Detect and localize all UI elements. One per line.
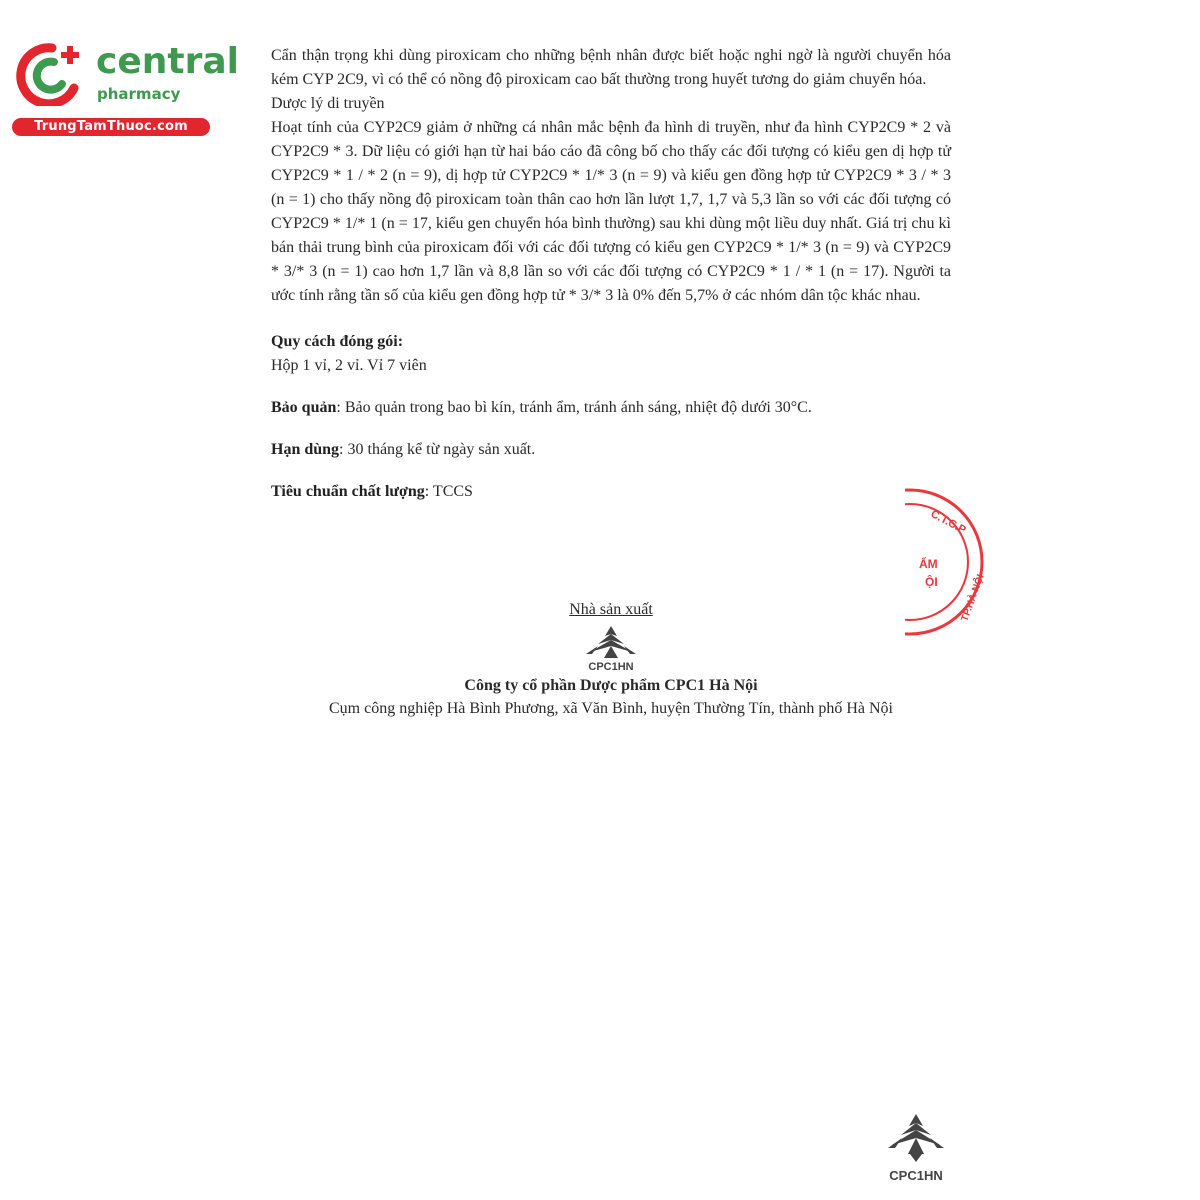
stamp-text-top: C.T.C.P bbox=[928, 508, 968, 537]
stamp-seal-icon bbox=[905, 482, 990, 642]
company-stamp bbox=[905, 482, 990, 642]
storage-line bbox=[271, 396, 951, 420]
standard-label: Tiêu chuẩn chất lượng bbox=[271, 483, 425, 500]
company-address: Cụm công nghiệp Hà Bình Phương, xã Văn Bình, huyện Thường Tín, thành phố Hà Nội bbox=[328, 700, 893, 717]
cpc1hn-logo-text: CPC1HN bbox=[588, 661, 634, 672]
storage-label: Bảo quản bbox=[271, 399, 337, 416]
standard-value: : TCCS bbox=[424, 483, 473, 500]
packaging-value: Hộp 1 vỉ, 2 vỉ. Vỉ 7 viên bbox=[271, 357, 427, 374]
packaging-heading bbox=[271, 330, 951, 354]
document-body bbox=[271, 44, 951, 504]
stamp-text-mid1: ẨM bbox=[919, 557, 938, 571]
central-logo-mark-icon bbox=[12, 40, 90, 106]
expiry-value: : 30 tháng kể từ ngày sản xuất. bbox=[339, 441, 536, 458]
central-pharmacy-logo bbox=[10, 38, 239, 138]
manufacturer-block bbox=[271, 598, 951, 721]
company-name: Công ty cổ phần Dược phẩm CPC1 Hà Nội bbox=[464, 677, 758, 694]
stamp-text-side: TP.HÀ NỘI bbox=[959, 572, 987, 624]
paragraph-caution: Cẩn thận trọng khi dùng piroxicam cho những bệnh nhân được biết hoặc nghi ngờ là người chuyển hóa kém CYP 2C9, vì có thể có nồng độ piroxicam cao bất thường trong huyết tương do giảm chuyển hóa. bbox=[271, 47, 951, 88]
footer-cpc1hn-logo-icon bbox=[880, 1110, 952, 1186]
footer-logo-text: CPC1HN bbox=[889, 1168, 943, 1183]
expiry-label: Hạn dùng bbox=[271, 441, 340, 458]
cpc1hn-logo-icon bbox=[578, 624, 644, 672]
expiry-line bbox=[271, 438, 951, 462]
packaging-label: Quy cách đóng gói: bbox=[271, 333, 404, 350]
stamp-text-mid2: ỘI bbox=[925, 575, 938, 589]
site-url-badge[interactable]: TrungTamThuoc.com bbox=[12, 118, 210, 136]
paragraph-pharmacogenetics: Hoạt tính của CYP2C9 giảm ở những cá nhân mắc bệnh đa hình di truyền, như đa hình CYP2C9 * 2 và CYP2C9 * 3. Dữ liệu có giới hạn từ hai báo cáo đã công bố cho thấy các đối tượng có kiểu gen dị hợp tử CYP2C9 * 1 / * 2 (n = 9), dị hợp tử CYP2C9 * 1/* 3 (n = 9) và kiểu gen đồng hợp tử CYP2C9 * 3 / * 3 (n = 1) cho thấy nồng độ piroxicam toàn thân cao hơn lần lượt 1,7, 1,7 và 5,3 lần so với các đối tượng có CYP2C9 * 1/* 1 (n = 17, kiểu gen chuyển hóa bình thường) sau khi dùng một liều duy nhất. Giá trị chu kì bán thải trung bình của piroxicam đối với các đối tượng có kiểu gen CYP2C9 * 1/* 3 (n = 9) và CYP2C9 * 3/* 3 (n = 1) cao hơn 1,7 lần và 8,8 lần so với các đối tượng có CYP2C9 * 1 / * 1 (n = 17). Người ta ước tính rằng tần số của kiểu gen đồng hợp tử * 3/* 3 là 0% đến 5,7% ở các nhóm dân tộc khác nhau. bbox=[271, 119, 951, 304]
logo-sub-text: pharmacy bbox=[97, 85, 181, 103]
storage-value: : Bảo quản trong bao bì kín, tránh ẩm, tránh ánh sáng, nhiệt độ dưới 30°C. bbox=[336, 399, 812, 416]
manufacturer-title: Nhà sản xuất bbox=[569, 601, 653, 618]
heading-pharmacogenetics: Dược lý di truyền bbox=[271, 95, 385, 112]
logo-brand-text: central bbox=[96, 41, 239, 82]
standard-line bbox=[271, 480, 951, 504]
